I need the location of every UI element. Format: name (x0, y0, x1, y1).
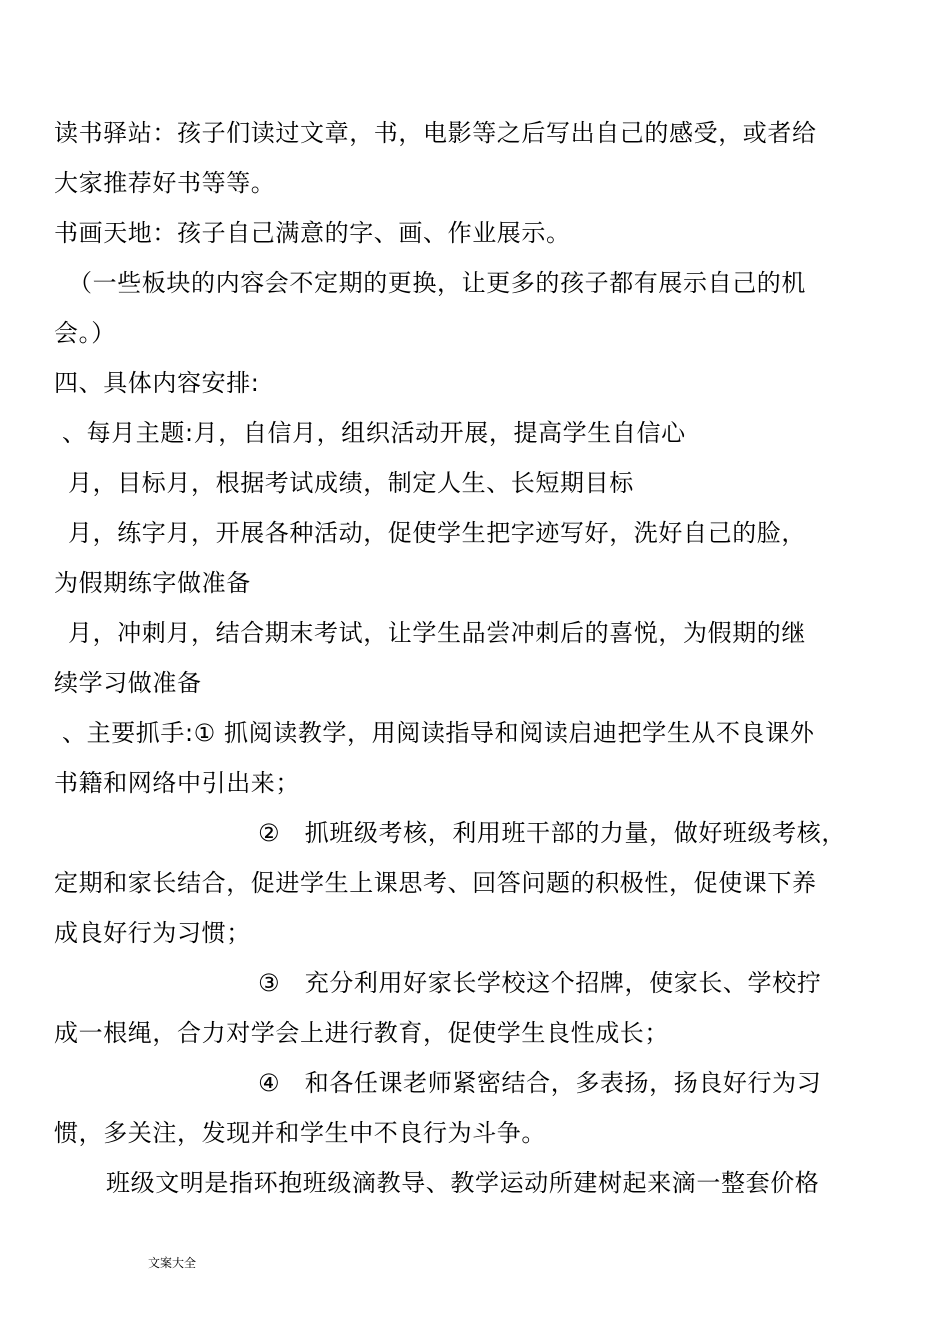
text-line: ③ 充分利用好家长学校这个招牌，使家长、学校拧 (258, 969, 822, 997)
text-line: 月，冲刺月，结合期末考试，让学生品尝冲刺后的喜悦，为假期的继 (68, 619, 806, 647)
text-line: 班级文明是指环抱班级滴教导、教学运动所建树起来滴一整套价格 (106, 1169, 820, 1197)
text-line: 会。） (54, 319, 116, 347)
text-line: 月，练字月，开展各种活动，促使学生把字迹写好，洗好自己的脸， (68, 519, 806, 547)
text-line: 、主要抓手:① 抓阅读教学，用阅读指导和阅读启迪把学生从不良课外 (62, 719, 815, 747)
text-line: 为假期练字做准备 (54, 569, 251, 597)
text-line: 定期和家长结合，促进学生上课思考、回答问题的积极性，促使课下养 (54, 869, 817, 897)
text-line: 续学习做准备 (54, 669, 202, 697)
text-line: ④ 和各任课老师紧密结合，多表扬，扬良好行为习 (258, 1069, 822, 1097)
text-line: 书画天地：孩子自己满意的字、画、作业展示。 (54, 219, 571, 247)
text-line: 月，目标月，根据考试成绩，制定人生、长短期目标 (68, 469, 634, 497)
text-line: 惯，多关注，发现并和学生中不良行为斗争。 (54, 1119, 546, 1147)
footer-label: 文案大全 (148, 1256, 197, 1270)
text-line: （一些板块的内容会不定期的更换，让更多的孩子都有展示自己的机 (68, 269, 806, 297)
text-line: 大家推荐好书等等。 (54, 169, 276, 197)
text-line: 成一根绳，合力对学会上进行教育，促使学生良性成长； (54, 1019, 669, 1047)
text-line: 、每月主题:月，自信月，组织活动开展，提高学生自信心 (62, 419, 686, 447)
text-line: ② 抓班级考核，利用班干部的力量，做好班级考核， (258, 819, 846, 847)
text-line: 书籍和网络中引出来； (54, 769, 300, 797)
section-heading: 四、具体内容安排: (54, 369, 260, 397)
text-line: 成良好行为习惯； (54, 919, 251, 947)
text-line: 读书驿站：孩子们读过文章，书，电影等之后写出自己的感受，或者给 (54, 119, 817, 147)
